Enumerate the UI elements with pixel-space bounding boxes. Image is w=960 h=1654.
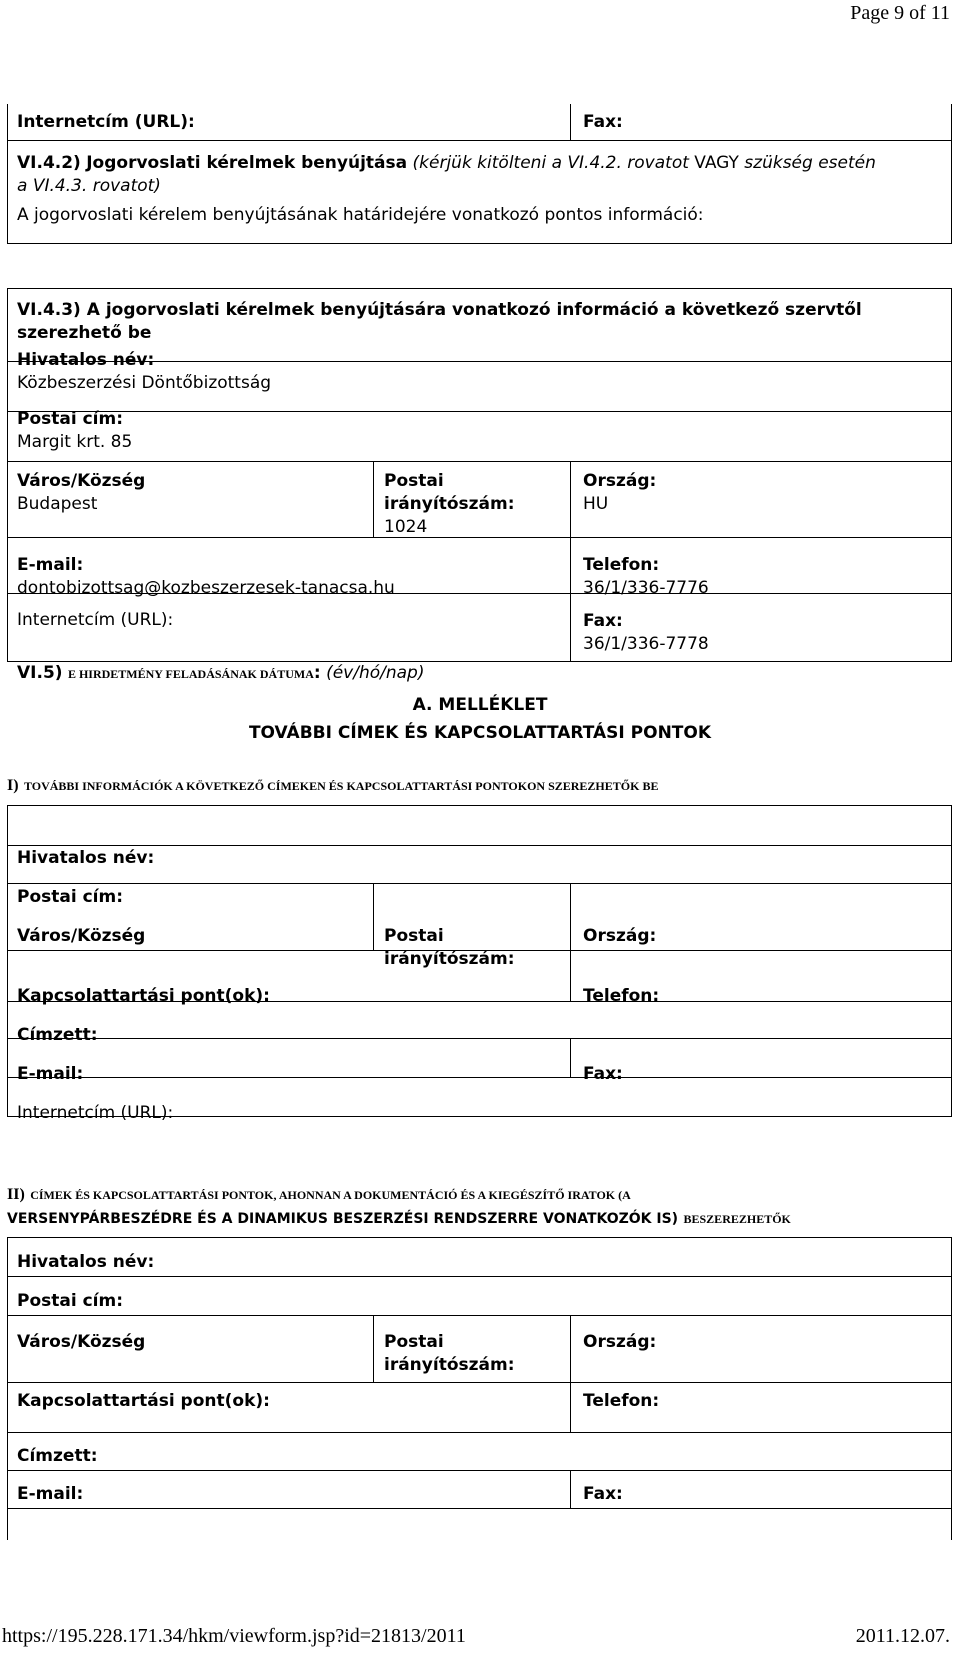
footer-url: https://195.228.171.34/hkm/viewform.jsp?id=21813/2011 <box>2 1625 466 1647</box>
s1-kapcs-label: Kapcsolattartási pont(ok): <box>17 986 270 1006</box>
annex-title: A. MELLÉKLET <box>412 695 548 715</box>
s1-irsz-label: Postai <box>384 926 444 946</box>
column-divider <box>373 461 374 537</box>
s1-irsz-label-2: irányítószám: <box>384 949 515 969</box>
box-border-right <box>951 104 952 244</box>
row-divider <box>7 411 952 412</box>
box3-border-top <box>7 805 952 806</box>
telefon-label: Telefon: <box>583 555 660 575</box>
vi43-title: VI.4.3) A jogorvoslati kérelmek benyújtására vonatkozó információ a következő szervtől <box>17 300 862 320</box>
s1-internet-label: Internetcím (URL): <box>17 1103 174 1123</box>
page-number: Page 9 of 11 <box>850 2 950 24</box>
row-divider <box>7 461 952 462</box>
email-label: E-mail: <box>17 555 84 575</box>
section-1-number: I) <box>7 777 19 794</box>
row-divider <box>7 883 952 884</box>
column-divider <box>373 883 374 950</box>
internet-label: Internetcím (URL): <box>17 610 174 630</box>
row-divider <box>7 1470 952 1471</box>
row-divider <box>7 1382 952 1383</box>
vi42-hint2: szükség esetén <box>744 153 876 173</box>
internet-label: Internetcím (URL): <box>17 112 195 132</box>
s1-postai-label: Postai cím: <box>17 887 124 907</box>
section-2-title: CÍMEK ÉS KAPCSOLATTARTÁSI PONTOK, AHONNAN A DOKUMENTÁCIÓ ÉS A KIEGÉSZÍTŐ IRATOK (A <box>30 1188 631 1202</box>
postai-cim-value: Margit krt. 85 <box>17 432 133 452</box>
fax-value: 36/1/336-7778 <box>583 634 709 654</box>
box3-border-right <box>951 805 952 1117</box>
row-divider <box>7 1315 952 1316</box>
box4-border-left <box>7 1237 8 1540</box>
s2-telefon-label: Telefon: <box>583 1391 660 1411</box>
box-border-left <box>7 104 8 244</box>
vi42-vagy: VAGY <box>694 153 739 173</box>
column-divider <box>570 461 571 662</box>
irsz-value: 1024 <box>384 517 428 537</box>
telefon-value: 36/1/336-7776 <box>583 578 709 598</box>
orszag-label: Ország: <box>583 471 657 491</box>
section-2-heading-line2 <box>7 1208 791 1228</box>
column-divider <box>570 1470 571 1508</box>
row-divider <box>7 845 952 846</box>
section-1-heading <box>7 775 658 795</box>
vi5-hint: (év/hó/nap) <box>326 663 425 683</box>
vi5-title: E HIRDETMÉNY FELADÁSÁNAK DÁTUMA <box>67 667 314 681</box>
fax-label: Fax: <box>583 112 623 132</box>
column-divider <box>570 1315 571 1432</box>
s2-cimzett-label: Címzett: <box>17 1446 98 1466</box>
s1-varos-label: Város/Község <box>17 926 146 946</box>
irsz-label-2: irányítószám: <box>384 494 515 514</box>
s1-cimzett-label: Címzett: <box>17 1025 98 1045</box>
varos-label: Város/Község <box>17 471 146 491</box>
s1-fax-label: Fax: <box>583 1064 623 1084</box>
irsz-label: Postai <box>384 471 444 491</box>
footer-date: 2011.12.07. <box>855 1625 950 1647</box>
row-divider <box>7 1077 952 1078</box>
box2-border-left <box>7 288 8 662</box>
vi5-number: VI.5) <box>17 663 63 683</box>
section-2-number: II) <box>7 1186 25 1203</box>
row-divider <box>7 1508 952 1509</box>
hivatalos-nev-value: Közbeszerzési Döntőbizottság <box>17 373 272 393</box>
box4-border-right <box>951 1237 952 1540</box>
orszag-value: HU <box>583 494 609 514</box>
row-divider <box>7 1038 952 1039</box>
vi42-hint: (kérjük kitölteni a VI.4.2. rovatot <box>412 153 689 173</box>
vi43-title-cont: szerezhető be <box>17 323 152 343</box>
annex-subtitle: TOVÁBBI CÍMEK ÉS KAPCSOLATTARTÁSI PONTOK <box>248 723 712 743</box>
vi42-number: VI.4.2) <box>17 153 81 173</box>
s1-hivatalos-label: Hivatalos név: <box>17 848 155 868</box>
s2-fax-label: Fax: <box>583 1484 623 1504</box>
varos-value: Budapest <box>17 494 98 514</box>
section-2-heading <box>7 1184 631 1204</box>
box3-border-left <box>7 805 8 1117</box>
vi42-line2: a VI.4.3. rovatot) <box>17 176 161 196</box>
column-divider <box>570 883 571 1001</box>
s2-email-label: E-mail: <box>17 1484 84 1504</box>
box2-border-right <box>951 288 952 662</box>
s1-email-label: E-mail: <box>17 1064 84 1084</box>
postai-cim-label: Postai cím: <box>17 409 124 429</box>
section-1-title: TOVÁBBI INFORMÁCIÓK A KÖVETKEZŐ CÍMEKEN ÉS KAPCSOLATTARTÁSI PONTOKON SZEREZHETŐK BE <box>23 779 659 793</box>
s2-irsz-label-2: irányítószám: <box>384 1355 515 1375</box>
s2-varos-label: Város/Község <box>17 1332 146 1352</box>
box4-border-top <box>7 1237 952 1238</box>
column-divider <box>570 1038 571 1077</box>
s2-kapcs-label: Kapcsolattartási pont(ok): <box>17 1391 270 1411</box>
vi5-heading <box>17 663 424 683</box>
vi42-title: Jogorvoslati kérelmek benyújtása <box>86 153 408 173</box>
s2-hivatalos-label: Hivatalos név: <box>17 1252 155 1272</box>
row-divider <box>7 537 952 538</box>
row-divider <box>7 1276 952 1277</box>
s1-telefon-label: Telefon: <box>583 986 660 1006</box>
vi5-colon: : <box>313 663 321 683</box>
vi42-info: A jogorvoslati kérelem benyújtásának határidejére vonatkozó pontos információ: <box>17 205 704 225</box>
s1-orszag-label: Ország: <box>583 926 657 946</box>
box-border-bottom <box>7 243 952 244</box>
row-divider <box>7 140 952 141</box>
s2-irsz-label: Postai <box>384 1332 444 1352</box>
s2-orszag-label: Ország: <box>583 1332 657 1352</box>
column-divider <box>570 104 571 140</box>
hivatalos-nev-label: Hivatalos név: <box>17 350 155 370</box>
fax-label: Fax: <box>583 611 623 631</box>
box2-border-bottom <box>7 661 952 662</box>
column-divider <box>373 1315 374 1382</box>
s2-postai-label: Postai cím: <box>17 1291 124 1311</box>
email-value: dontobizottsag@kozbeszerzesek-tanacsa.hu <box>17 578 395 598</box>
box2-border-top <box>7 288 952 289</box>
row-divider <box>7 1432 952 1433</box>
section-2-title-tail: BESZEREZHETŐK <box>683 1212 791 1226</box>
vi42-heading <box>17 153 876 173</box>
section-2-title-bold: VERSENYPÁRBESZÉDRE ÉS A DINAMIKUS BESZERZÉSI RENDSZERRE VONATKOZÓK IS) <box>7 1211 679 1227</box>
